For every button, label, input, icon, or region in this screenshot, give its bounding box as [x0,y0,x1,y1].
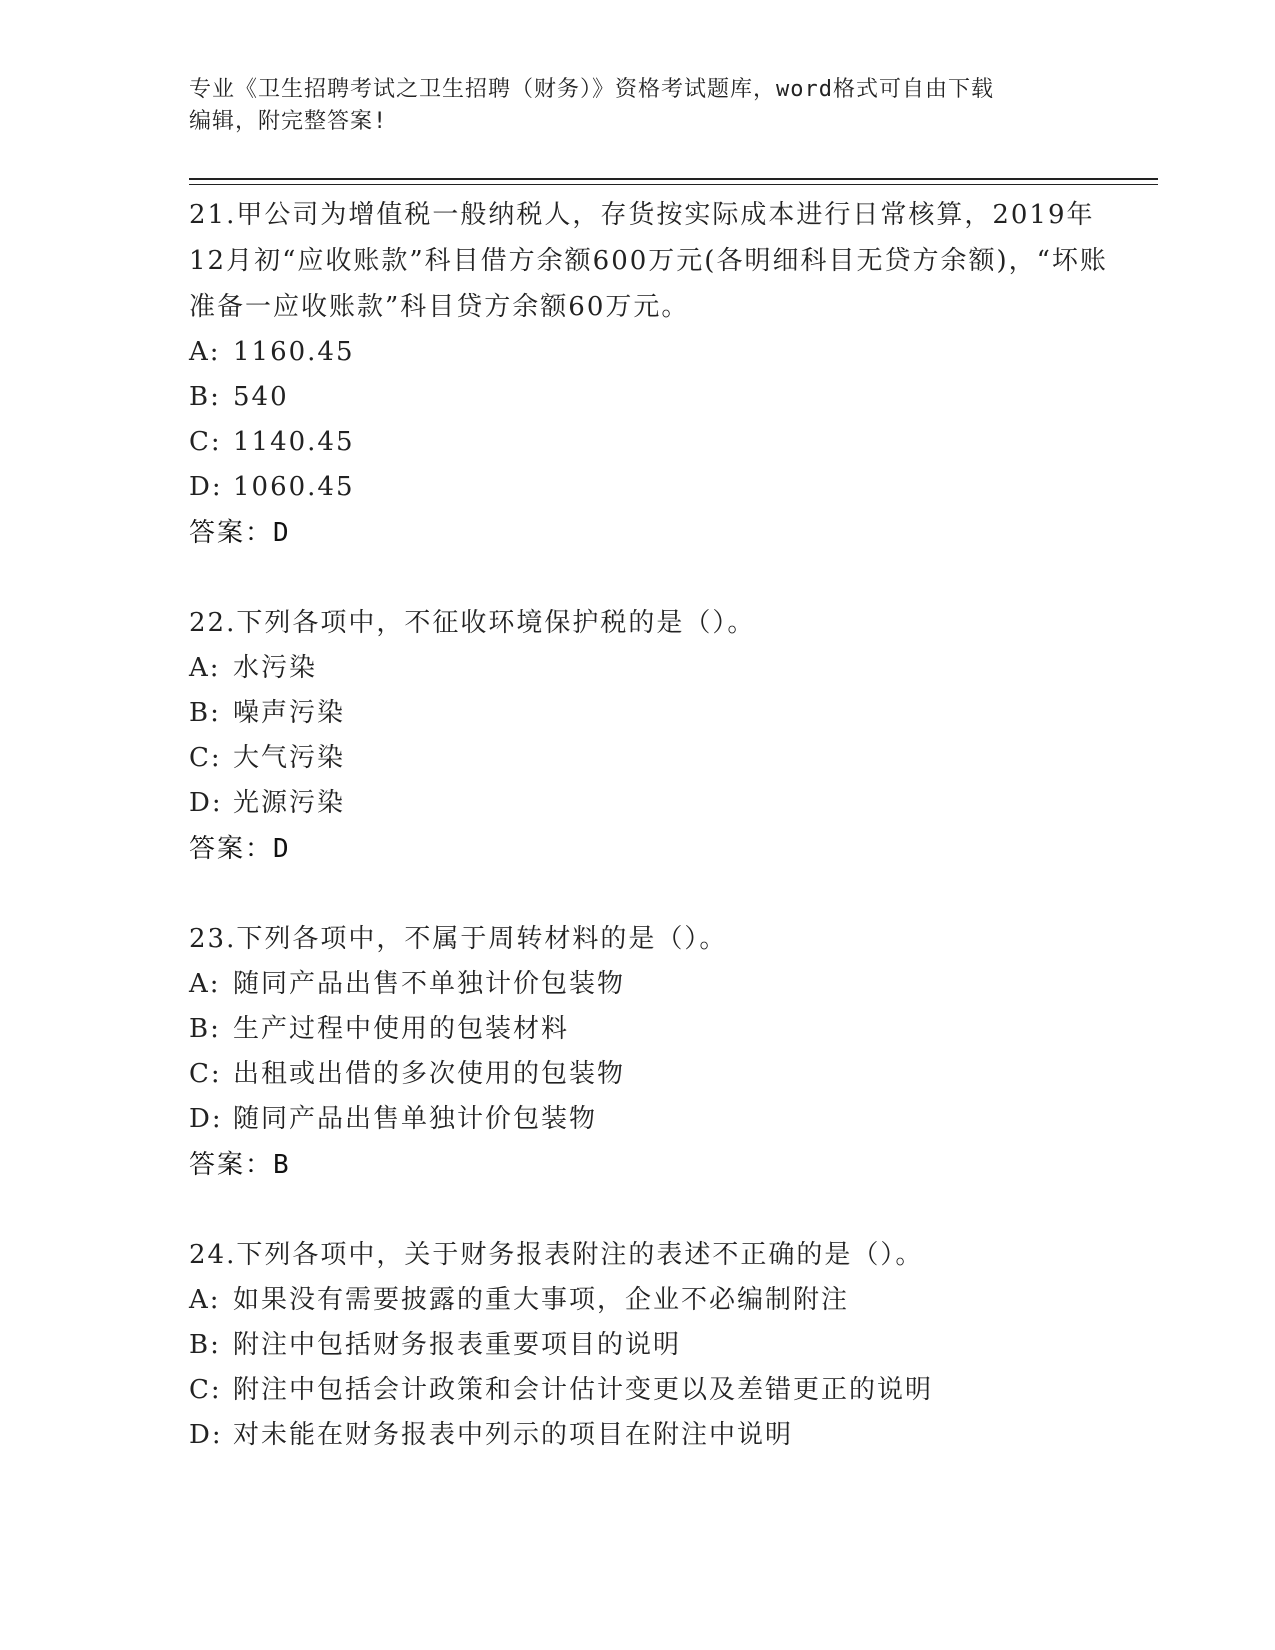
option-key: D: [189,472,223,502]
option-key: C: [189,743,222,773]
document-header [189,74,1089,138]
option-key: D: [189,788,223,818]
header-line-1: 专业《卫生招聘考试之卫生招聘（财务）》资格考试题库，word格式可自由下载 [189,77,994,102]
header-divider-thin [189,184,1158,185]
option-text: 附注中包括会计政策和会计估计变更以及差错更正的说明 [233,1375,934,1405]
option-key: A: [189,1285,221,1315]
option-text: 1140.45 [233,427,355,457]
option-text: 水污染 [233,653,318,683]
option-key: B: [189,382,221,412]
option-a [189,962,1109,1007]
option-d [189,465,1109,510]
option-text: 大气污染 [233,743,346,773]
option-key: D: [189,1104,223,1134]
option-b [189,691,1109,736]
option-text: 光源污染 [233,788,346,818]
option-text: 1060.45 [233,472,355,502]
option-key: C: [189,427,222,457]
answer-label: 答案：B [189,1150,291,1180]
question-stem: 22.下列各项中，不征收环境保护税的是（）。 [189,608,756,638]
question-stem: 21.甲公司为增值税一般纳税人，存货按实际成本进行日常核算，2019年12月初“应收账款”科目借方余额600万元(各明细科目无贷方余额)，“坏账准备一应收账款”科目贷方余额60万元。 [189,200,1108,322]
question-24 [189,1232,1109,1458]
option-b [189,375,1109,420]
option-text: 540 [233,382,289,412]
header-line-2: 编辑，附完整答案! [189,109,388,134]
option-key: A: [189,969,221,999]
option-key: A: [189,653,221,683]
option-key: C: [189,1059,222,1089]
option-a [189,1278,1109,1323]
option-text: 随同产品出售不单独计价包装物 [233,969,626,999]
header-divider-thick [189,178,1158,180]
option-key: B: [189,1014,221,1044]
option-text: 噪声污染 [233,698,346,728]
question-21 [189,192,1109,556]
option-c [189,736,1109,781]
option-text: 出租或出借的多次使用的包装物 [233,1059,626,1089]
option-text: 随同产品出售单独计价包装物 [233,1104,598,1134]
option-text: 对未能在财务报表中列示的项目在附注中说明 [233,1420,794,1450]
option-c [189,420,1109,465]
option-key: B: [189,698,221,728]
answer-label: 答案：D [189,518,291,548]
option-text: 生产过程中使用的包装材料 [233,1014,570,1044]
option-key: C: [189,1375,222,1405]
option-text: 附注中包括财务报表重要项目的说明 [233,1330,682,1360]
option-d [189,1413,1109,1458]
answer-label: 答案：D [189,834,291,864]
option-b [189,1323,1109,1368]
option-key: D: [189,1420,223,1450]
question-22 [189,600,1109,872]
option-c [189,1368,1109,1413]
question-stem: 23.下列各项中，不属于周转材料的是（）。 [189,924,728,954]
option-text: 1160.45 [233,337,355,367]
option-text: 如果没有需要披露的重大事项，企业不必编制附注 [233,1285,850,1315]
option-d [189,781,1109,826]
question-list [189,192,1109,1502]
option-b [189,1007,1109,1052]
option-c [189,1052,1109,1097]
option-d [189,1097,1109,1142]
option-a [189,646,1109,691]
option-key: B: [189,1330,221,1360]
question-23 [189,916,1109,1188]
option-a [189,330,1109,375]
question-stem: 24.下列各项中，关于财务报表附注的表述不正确的是（）。 [189,1240,924,1270]
option-key: A: [189,337,221,367]
